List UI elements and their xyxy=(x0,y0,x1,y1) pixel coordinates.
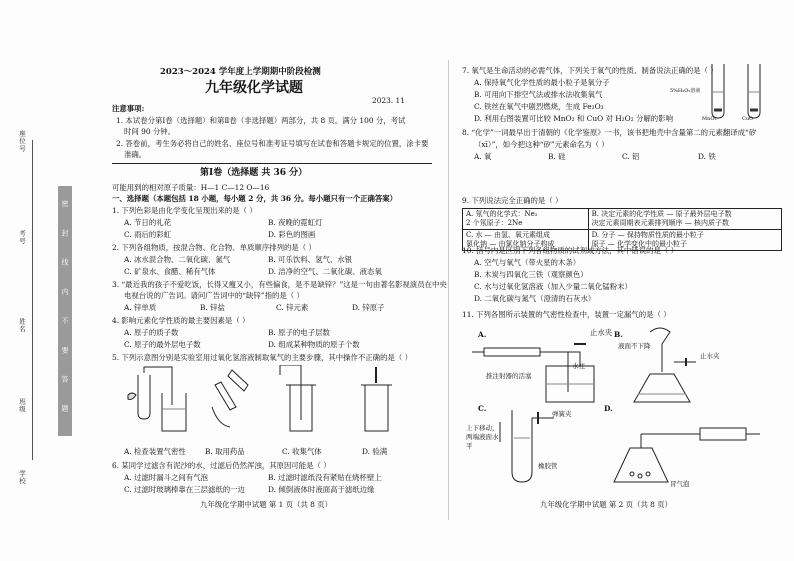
q6-option-b: B. 过滤时滤纸没有紧贴在烧杯壁上 xyxy=(268,473,382,482)
exam-no-label: 考号 xyxy=(18,230,26,245)
q8-option-c: C. 铝 xyxy=(622,152,640,161)
q5-option-a: A. 检查装置气密性 xyxy=(124,447,186,456)
q4-stem: 4. 影响元素化学性质的最主要因素是（ ） xyxy=(112,316,250,325)
q7-option-b: B. 可用向下排空气法或排水法收集氧气 xyxy=(474,90,603,99)
q9-c-line2: 氯化钠 — 由氯化钠分子构成 xyxy=(466,240,555,248)
q7-fig-h2o2: 5%H₂O₂溶液 xyxy=(670,88,701,94)
name-label: 姓名 xyxy=(18,318,26,333)
q10-option-a: A. 空气与氧气（带火星的木条） xyxy=(474,258,581,267)
part1-title: 第Ⅰ卷（选择题 共 36 分） xyxy=(200,168,308,178)
notice-title: 注意事项: xyxy=(112,104,145,113)
q11-d-bubble: 冒气泡 xyxy=(670,480,690,488)
q4-option-b: B. 原子的电子层数 xyxy=(268,328,330,337)
q7-stem: 7. 氧气是生命活动的必需气体，下列关于氧气的性质、制备说法正确的是（ ） xyxy=(462,66,718,75)
q9-d-line2: 原子 — 化学变化中的最小粒子 xyxy=(591,240,688,248)
q10-option-c: C. 水与过氧化氢溶液（加入少量二氧化锰粉末） xyxy=(474,282,632,291)
subject-title: 九年级化学试题 xyxy=(205,80,303,96)
binding-underline xyxy=(32,140,33,460)
q11-stem: 11. 下列各图所示装置的气密性检查中，装置一定漏气的是（ ） xyxy=(462,310,671,319)
q9-a-line1: A. 氖气的化学式：Ne₂ xyxy=(466,210,538,218)
q11-b-clip: 止水夹 xyxy=(700,352,720,360)
q11-a-water: 水柱 xyxy=(572,362,585,370)
q1-option-c: C. 雨后的彩虹 xyxy=(124,230,172,239)
q9-stem: 9. 下列说法完全正确的是（ ） xyxy=(462,196,563,205)
q5-option-b: B. 取用药品 xyxy=(205,447,245,456)
school-label: 学校 xyxy=(18,470,26,485)
q3-option-a: A. 锌单质 xyxy=(124,303,157,312)
q9-b-line2: 决定元素周期表元素排列顺序 — 核内质子数 xyxy=(591,219,730,227)
q10-option-b: B. 木炭与四氧化三铁（观察颜色） xyxy=(474,270,588,279)
q9-table xyxy=(462,208,782,251)
atomic-masses: 可能用到的相对原子质量：H—1 C—12 O—16 xyxy=(112,183,270,192)
q10-stem: 10. 括号内是区别下列各组物质的试剂或方法，其中错误的是（ ） xyxy=(462,246,679,255)
q3-option-b: B. 锌盐 xyxy=(200,303,225,312)
q9-a-line2: 2 个氖原子：2Ne xyxy=(466,219,523,227)
q7-figure xyxy=(690,62,780,124)
q1-option-a: A. 节日的礼花 xyxy=(124,218,171,227)
q11-d-label: D. xyxy=(604,404,613,413)
q4-option-d: D. 组成某种物质的原子个数 xyxy=(268,340,360,349)
q2-option-d: D. 洁净的空气、二氧化碳、液态氧 xyxy=(268,267,382,276)
q7-fig-cuo: CuO xyxy=(742,116,754,122)
seal-text: 密 封 线 内 不 要 答 题 xyxy=(61,200,69,422)
q8-stem-a: 8. “化学”一词最早出于清朝的《化学鉴原》一书，该书把地壳中含量第二的元素翻译成“矽 xyxy=(462,128,757,137)
q11-a-clip: 止水夹 xyxy=(590,328,613,337)
q3-stem-b: 电视台说的广告词。请问广告词中的“缺锌”指的是（ ） xyxy=(124,291,304,300)
q9-cell-a xyxy=(463,209,589,230)
q5-figures xyxy=(120,365,450,445)
q8-stem-b: （xī）”，如今把这种“矽”元素命名为（ ） xyxy=(474,140,609,149)
q3-stem-a: 3. “最近我的孩子不爱吃饭，长得又瘦又小，有些偏食，是不是缺锌？”这是一句由著名影视演员在中央 xyxy=(112,280,447,289)
q1-option-b: B. 夜晚的霓虹灯 xyxy=(268,218,323,227)
q4-option-c: C. 原子的最外层电子数 xyxy=(124,340,201,349)
q6-option-d: D. 倾倒液体时液面高于滤纸边缘 xyxy=(268,485,375,494)
q2-option-a: A. 冰水混合物、二氧化碳、氮气 xyxy=(124,255,231,264)
q7-option-d: D. 利用右图装置可比较 MnO₂ 和 CuO 对 H₂O₂ 分解的影响 xyxy=(474,114,673,123)
exam-date: 2023. 11 xyxy=(372,96,405,105)
section-intro: 一、选择题（本题包括 18 小题，每小题 2 分，共 36 分。每小题只有一个正确答案） xyxy=(112,194,398,203)
notice-1b: 时间 90 分钟。 xyxy=(124,127,176,136)
q11-a-label: A. xyxy=(478,330,487,339)
q3-option-d: D. 锌原子 xyxy=(352,303,385,312)
q7-fig-mno2: MnO₂ xyxy=(702,116,717,122)
q5-option-c: C. 收集气体 xyxy=(282,447,322,456)
q11-c-clip: 弹簧夹 xyxy=(552,410,572,418)
q9-d-line1: D. 分子 — 保持物质性质的最小粒子 xyxy=(591,231,704,239)
q7-option-c: C. 铁丝在氧气中剧烈燃烧，生成 Fe₂O₃ xyxy=(474,102,604,111)
q11-c-tube: 橡胶管 xyxy=(538,462,558,470)
q2-option-b: B. 可乐饮料、氢气、水银 xyxy=(268,255,353,264)
class-label: 班级 xyxy=(18,398,26,413)
page-divider xyxy=(448,60,449,520)
exam-title: 2023～2024 学年度上学期期中阶段检测 xyxy=(160,67,321,77)
q1-option-d: D. 彩色的图画 xyxy=(268,230,316,239)
q11-c-move: 上下移动，两端液面水平 xyxy=(466,424,499,450)
q6-option-a: A. 过滤时漏斗之间有气泡 xyxy=(124,473,208,482)
q11-b-label: B. xyxy=(614,330,623,339)
q6-stem: 6. 某同学过滤含有泥沙的水，过滤后仍然浑浊，其原因可能是（ ） xyxy=(112,461,331,470)
q11-b-liquid: 液面不下降 xyxy=(618,342,651,350)
q11-a-syringe: 推注射器的活塞 xyxy=(486,372,532,380)
notice-1a: 1. 本试卷分第Ⅰ卷（选择题）和第Ⅱ卷（非选择题）两部分，共 8 页。满分 100 分，考试 xyxy=(116,116,406,125)
q7-option-a: A. 保持氧气化学性质的最小粒子是氧分子 xyxy=(474,78,610,87)
q11-c-label: C. xyxy=(478,404,487,413)
q5-stem: 5. 下列示意图分别是实验室用过氧化氢溶液制取氧气的主要步骤，其中操作不正确的是（ ） xyxy=(112,353,412,362)
q8-option-b: B. 硅 xyxy=(548,152,566,161)
q1-stem: 1. 下列色彩是由化学变化呈现出来的是（ ） xyxy=(112,206,257,215)
notice-2a: 2. 答卷前，考生务必将自己的姓名、座位号和准考证号填写在试卷和答题卡规定的位置，涂卡要 xyxy=(116,139,429,148)
q8-option-a: A. 氧 xyxy=(474,152,492,161)
page1-footer: 九年级化学期中试题 第 1 页（共 8 页） xyxy=(200,500,333,509)
q4-option-a: A. 原子的质子数 xyxy=(124,328,179,337)
notice-2b: 准确。 xyxy=(124,150,147,159)
q2-option-c: C. 矿泉水、食醋、稀有气体 xyxy=(124,267,216,276)
q5-option-d: D. 验满 xyxy=(362,447,388,456)
q8-option-d: D. 铁 xyxy=(698,152,716,161)
q9-b-line1: B. 决定元素的化学性质 — 原子最外层电子数 xyxy=(591,210,732,218)
divider xyxy=(112,163,432,164)
seat-no-label: 座位号 xyxy=(18,130,26,153)
q6-option-c: C. 过滤时玻璃棒靠在三层滤纸的一边 xyxy=(124,485,245,494)
q2-stem: 2. 下列各组物质，按混合物、化合物、单质顺序排列的是（ ） xyxy=(112,243,316,252)
q10-option-d: D. 二氧化碳与氮气（澄清的石灰水） xyxy=(474,294,596,303)
page2-footer: 九年级化学期中试题 第 2 页（共 8 页） xyxy=(540,500,673,509)
q9-c-line1: C. 水 — 由氢、氧元素组成 xyxy=(466,231,551,239)
q3-option-c: C. 锌元素 xyxy=(276,303,309,312)
q9-cell-b xyxy=(588,209,781,230)
